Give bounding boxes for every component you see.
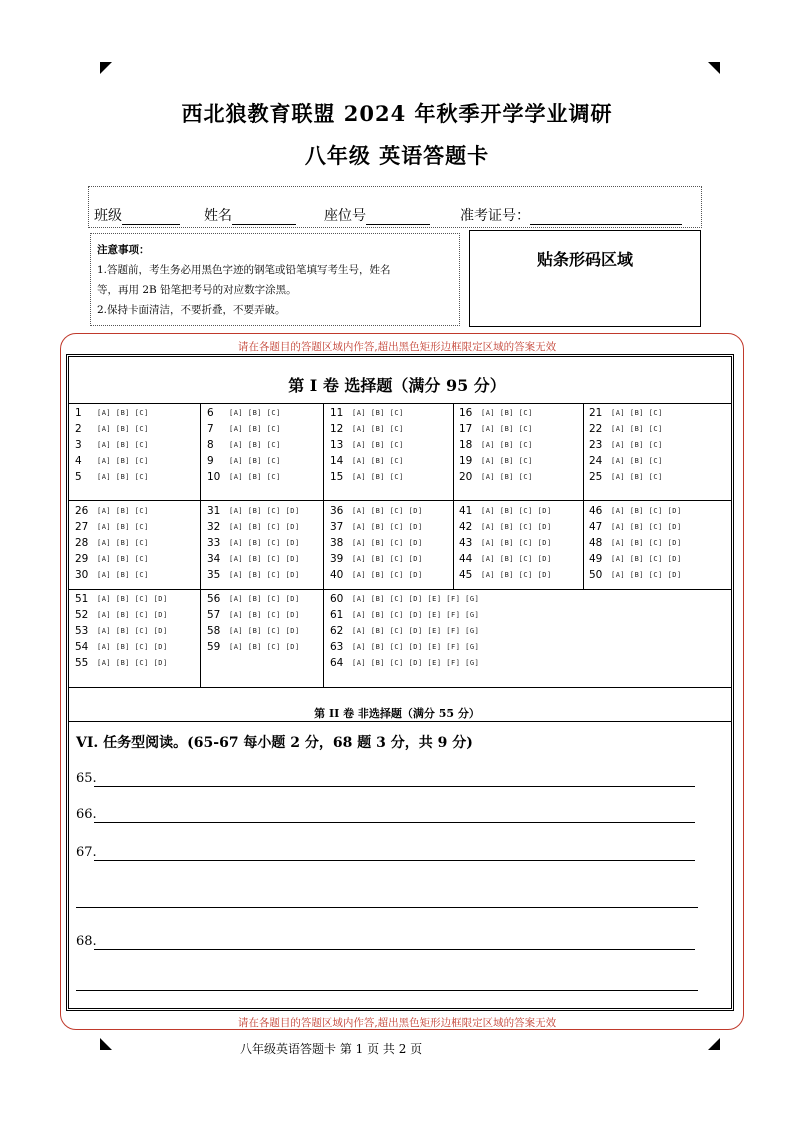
section1-title: 第 I 卷 选择题（满分 95 分） — [288, 376, 506, 395]
option-bubbles[interactable]: [A] [B] [C] — [97, 409, 149, 417]
question-number: 24 — [589, 455, 603, 467]
answer-65[interactable] — [76, 771, 97, 786]
question-number: 18 — [459, 439, 473, 451]
option-bubbles[interactable]: [A] [B] [C] [D] — [352, 523, 423, 531]
grid-line — [323, 589, 324, 687]
question-number: 45 — [459, 569, 473, 581]
grid-line — [583, 403, 584, 589]
option-bubbles[interactable]: [A] [B] [C] [D] — [352, 555, 423, 563]
question-24[interactable] — [589, 455, 663, 467]
question-number: 15 — [330, 471, 344, 483]
question-10[interactable] — [207, 471, 281, 483]
question-12[interactable] — [330, 423, 404, 435]
option-bubbles[interactable]: [A] [B] [C] — [229, 473, 281, 481]
question-number: 43 — [459, 537, 473, 549]
question-number: 49 — [589, 553, 603, 565]
question-number: 44 — [459, 553, 473, 565]
option-bubbles[interactable]: [A] [B] [C] — [611, 457, 663, 465]
answer-68-line-2[interactable] — [76, 990, 698, 991]
option-bubbles[interactable]: [A] [B] [C] [D] — [229, 507, 300, 515]
page-footer: 八年级英语答题卡 第 1 页 共 2 页 — [240, 1042, 423, 1056]
question-3[interactable] — [75, 439, 149, 451]
answer-67-line-2[interactable] — [76, 907, 698, 908]
option-bubbles[interactable]: [A] [B] [C] [D] — [97, 659, 168, 667]
question-40[interactable] — [330, 569, 423, 581]
corner-mark-bottom-left — [100, 1038, 112, 1050]
option-bubbles[interactable]: [A] [B] [C] — [481, 409, 533, 417]
option-bubbles[interactable]: [A] [B] [C] — [229, 457, 281, 465]
option-bubbles[interactable]: [A] [B] [C] [D] — [97, 595, 168, 603]
option-bubbles[interactable]: [A] [B] [C] — [481, 425, 533, 433]
question-number: 46 — [589, 505, 603, 517]
answer-66[interactable] — [76, 807, 97, 822]
option-bubbles[interactable]: [A] [B] [C] [D] — [97, 611, 168, 619]
question-number: 61 — [330, 609, 344, 621]
option-bubbles[interactable]: [A] [B] [C] [D] — [229, 595, 300, 603]
question-number: 20 — [459, 471, 473, 483]
seat-label: 座位号 — [324, 208, 366, 224]
answer-68-label: 68. — [76, 934, 97, 949]
option-bubbles[interactable]: [A] [B] [C] — [97, 425, 149, 433]
grid-line — [68, 500, 732, 501]
question-number: 3 — [75, 439, 82, 451]
question-61[interactable] — [330, 609, 479, 621]
question-number: 38 — [330, 537, 344, 549]
question-number: 59 — [207, 641, 221, 653]
question-32[interactable] — [207, 521, 300, 533]
question-number: 64 — [330, 657, 344, 669]
option-bubbles[interactable]: [A] [B] [C] [D] — [611, 539, 682, 547]
question-number: 54 — [75, 641, 89, 653]
question-number: 57 — [207, 609, 221, 621]
notice-line-1: 1.答题前，考生务必用黑色字迹的钢笔或铅笔填写考生号，姓名 — [97, 264, 391, 276]
warning-bottom: 请在各题目的答题区域内作答,超出黑色矩形边框限定区域的答案无效 — [237, 1017, 557, 1029]
question-15[interactable] — [330, 471, 404, 483]
question-41[interactable] — [459, 505, 552, 517]
answer-68[interactable] — [76, 934, 97, 949]
question-26[interactable] — [75, 505, 149, 517]
question-62[interactable] — [330, 625, 479, 637]
question-number: 48 — [589, 537, 603, 549]
question-63[interactable] — [330, 641, 479, 653]
question-53[interactable] — [75, 625, 168, 637]
option-bubbles[interactable]: [A] [B] [C] [D] [E] [F] [G] — [352, 627, 480, 635]
question-number: 28 — [75, 537, 89, 549]
question-9[interactable] — [207, 455, 281, 467]
grid-line — [68, 721, 732, 722]
question-52[interactable] — [75, 609, 168, 621]
question-33[interactable] — [207, 537, 300, 549]
task-reading-heading: VI. 任务型阅读。(65-67 每小题 2 分，68 题 3 分，共 9 分) — [76, 735, 473, 751]
grid-line — [453, 403, 454, 589]
notice-box — [90, 233, 460, 326]
option-bubbles[interactable]: [A] [B] [C] — [611, 425, 663, 433]
question-5[interactable] — [75, 471, 149, 483]
question-29[interactable] — [75, 553, 149, 565]
question-60[interactable] — [330, 593, 479, 605]
question-number: 47 — [589, 521, 603, 533]
question-18[interactable] — [459, 439, 533, 451]
question-11[interactable] — [330, 407, 404, 419]
question-56[interactable] — [207, 593, 300, 605]
question-number: 7 — [207, 423, 214, 435]
option-bubbles[interactable]: [A] [B] [C] — [352, 473, 404, 481]
grid-line — [200, 589, 201, 687]
option-bubbles[interactable]: [A] [B] [C] [D] — [229, 643, 300, 651]
question-number: 31 — [207, 505, 221, 517]
grid-line — [68, 403, 732, 404]
grid-line — [68, 589, 732, 590]
option-bubbles[interactable]: [A] [B] [C] — [481, 473, 533, 481]
answer-67-label: 67. — [76, 845, 97, 860]
question-number: 12 — [330, 423, 344, 435]
question-13[interactable] — [330, 439, 404, 451]
question-34[interactable] — [207, 553, 300, 565]
question-number: 51 — [75, 593, 89, 605]
question-21[interactable] — [589, 407, 663, 419]
question-number: 6 — [207, 407, 214, 419]
question-4[interactable] — [75, 455, 149, 467]
question-number: 5 — [75, 471, 82, 483]
option-bubbles[interactable]: [A] [B] [C] [D] [E] [F] [G] — [352, 643, 480, 651]
question-number: 62 — [330, 625, 344, 637]
question-42[interactable] — [459, 521, 552, 533]
question-47[interactable] — [589, 521, 682, 533]
question-16[interactable] — [459, 407, 533, 419]
barcode-area — [469, 230, 701, 327]
exam-number-field[interactable] — [460, 205, 682, 225]
option-bubbles[interactable]: [A] [B] [C] [D] — [352, 539, 423, 547]
option-bubbles[interactable]: [A] [B] [C] [D] — [97, 627, 168, 635]
corner-mark-bottom-right — [708, 1038, 720, 1050]
question-number: 40 — [330, 569, 344, 581]
question-55[interactable] — [75, 657, 168, 669]
answer-box-inner — [68, 356, 732, 1009]
question-number: 58 — [207, 625, 221, 637]
question-number: 63 — [330, 641, 344, 653]
option-bubbles[interactable]: [A] [B] [C] [D] — [229, 571, 300, 579]
question-number: 14 — [330, 455, 344, 467]
question-number: 23 — [589, 439, 603, 451]
option-bubbles[interactable]: [A] [B] [C] [D] — [481, 571, 552, 579]
question-number: 56 — [207, 593, 221, 605]
question-48[interactable] — [589, 537, 682, 549]
question-64[interactable] — [330, 657, 479, 669]
question-number: 41 — [459, 505, 473, 517]
question-number: 4 — [75, 455, 82, 467]
question-51[interactable] — [75, 593, 168, 605]
option-bubbles[interactable]: [A] [B] [C] — [97, 555, 149, 563]
question-number: 19 — [459, 455, 473, 467]
exam-number-label: 准考证号： — [460, 208, 530, 224]
question-23[interactable] — [589, 439, 663, 451]
option-bubbles[interactable]: [A] [B] [C] — [97, 441, 149, 449]
question-49[interactable] — [589, 553, 682, 565]
question-number: 32 — [207, 521, 221, 533]
option-bubbles[interactable]: [A] [B] [C] [D] — [229, 555, 300, 563]
question-57[interactable] — [207, 609, 300, 621]
grid-line — [68, 687, 732, 688]
option-bubbles[interactable]: [A] [B] [C] [D] — [611, 555, 682, 563]
question-number: 39 — [330, 553, 344, 565]
question-25[interactable] — [589, 471, 663, 483]
question-number: 26 — [75, 505, 89, 517]
option-bubbles[interactable]: [A] [B] [C] — [229, 425, 281, 433]
question-38[interactable] — [330, 537, 423, 549]
answer-65-label: 65. — [76, 771, 97, 786]
option-bubbles[interactable]: [A] [B] [C] — [352, 457, 404, 465]
option-bubbles[interactable]: [A] [B] [C] — [97, 571, 149, 579]
name-field[interactable] — [204, 205, 296, 225]
question-35[interactable] — [207, 569, 300, 581]
option-bubbles[interactable]: [A] [B] [C] — [611, 441, 663, 449]
notice-line-3: 2.保持卡面清洁，不要折叠，不要弄破。 — [97, 304, 286, 316]
question-2[interactable] — [75, 423, 149, 435]
class-field[interactable] — [94, 205, 180, 225]
question-number: 9 — [207, 455, 214, 467]
question-number: 11 — [330, 407, 344, 419]
answer-67[interactable] — [76, 845, 97, 860]
question-number: 29 — [75, 553, 89, 565]
option-bubbles[interactable]: [A] [B] [C] — [352, 409, 404, 417]
option-bubbles[interactable]: [A] [B] [C] [D] — [481, 555, 552, 563]
question-39[interactable] — [330, 553, 423, 565]
question-17[interactable] — [459, 423, 533, 435]
question-27[interactable] — [75, 521, 149, 533]
option-bubbles[interactable]: [A] [B] [C] [D] — [611, 523, 682, 531]
option-bubbles[interactable]: [A] [B] [C] — [352, 441, 404, 449]
option-bubbles[interactable]: [A] [B] [C] [D] — [229, 523, 300, 531]
option-bubbles[interactable]: [A] [B] [C] [D] — [229, 611, 300, 619]
question-28[interactable] — [75, 537, 149, 549]
question-number: 52 — [75, 609, 89, 621]
question-number: 21 — [589, 407, 603, 419]
question-1[interactable] — [75, 407, 149, 419]
page-subtitle: 八年级 英语答题卡 — [304, 143, 490, 168]
option-bubbles[interactable]: [A] [B] [C] [D] [E] [F] [G] — [352, 595, 480, 603]
question-number: 53 — [75, 625, 89, 637]
option-bubbles[interactable]: [A] [B] [C] — [481, 457, 533, 465]
question-37[interactable] — [330, 521, 423, 533]
question-22[interactable] — [589, 423, 663, 435]
question-44[interactable] — [459, 553, 552, 565]
option-bubbles[interactable]: [A] [B] [C] [D] [E] [F] [G] — [352, 611, 480, 619]
question-number: 33 — [207, 537, 221, 549]
question-59[interactable] — [207, 641, 300, 653]
option-bubbles[interactable]: [A] [B] [C] — [97, 523, 149, 531]
page-title: 西北狼教育联盟 2024 年秋季开学学业调研 — [181, 101, 613, 126]
question-number: 50 — [589, 569, 603, 581]
option-bubbles[interactable]: [A] [B] [C] — [352, 425, 404, 433]
option-bubbles[interactable]: [A] [B] [C] [D] — [481, 507, 552, 515]
warning-top: 请在各题目的答题区域内作答,超出黑色矩形边框限定区域的答案无效 — [237, 341, 557, 353]
option-bubbles[interactable]: [A] [B] [C] — [97, 473, 149, 481]
question-number: 34 — [207, 553, 221, 565]
option-bubbles[interactable]: [A] [B] [C] — [97, 539, 149, 547]
option-bubbles[interactable]: [A] [B] [C] [D] — [481, 539, 552, 547]
notice-title: 注意事项： — [97, 244, 150, 256]
question-20[interactable] — [459, 471, 533, 483]
question-number: 13 — [330, 439, 344, 451]
question-number: 16 — [459, 407, 473, 419]
corner-mark-top-left — [100, 62, 112, 74]
option-bubbles[interactable]: [A] [B] [C] [D] — [229, 539, 300, 547]
question-6[interactable] — [207, 407, 281, 419]
option-bubbles[interactable]: [A] [B] [C] [D] — [352, 507, 423, 515]
option-bubbles[interactable]: [A] [B] [C] — [481, 441, 533, 449]
question-number: 22 — [589, 423, 603, 435]
question-number: 30 — [75, 569, 89, 581]
notice-line-2: 等，再用 2B 铅笔把考号的对应数字涂黑。 — [97, 284, 297, 296]
question-31[interactable] — [207, 505, 300, 517]
class-label: 班级 — [94, 208, 122, 224]
option-bubbles[interactable]: [A] [B] [C] [D] — [611, 571, 682, 579]
question-number: 8 — [207, 439, 214, 451]
question-46[interactable] — [589, 505, 682, 517]
question-14[interactable] — [330, 455, 404, 467]
question-number: 36 — [330, 505, 344, 517]
question-30[interactable] — [75, 569, 149, 581]
question-36[interactable] — [330, 505, 423, 517]
section2-title: 第 II 卷 非选择题（满分 55 分） — [314, 707, 480, 720]
option-bubbles[interactable]: [A] [B] [C] [D] — [229, 627, 300, 635]
question-number: 60 — [330, 593, 344, 605]
question-54[interactable] — [75, 641, 168, 653]
question-number: 1 — [75, 407, 82, 419]
question-19[interactable] — [459, 455, 533, 467]
option-bubbles[interactable]: [A] [B] [C] [D] [E] [F] [G] — [352, 659, 480, 667]
question-58[interactable] — [207, 625, 300, 637]
question-number: 25 — [589, 471, 603, 483]
barcode-label: 贴条形码区域 — [536, 250, 633, 269]
option-bubbles[interactable]: [A] [B] [C] — [229, 409, 281, 417]
answer-66-label: 66. — [76, 807, 97, 822]
grid-line — [200, 403, 201, 589]
question-7[interactable] — [207, 423, 281, 435]
option-bubbles[interactable]: [A] [B] [C] — [229, 441, 281, 449]
question-45[interactable] — [459, 569, 552, 581]
option-bubbles[interactable]: [A] [B] [C] [D] — [352, 571, 423, 579]
corner-mark-top-right — [708, 62, 720, 74]
question-50[interactable] — [589, 569, 682, 581]
option-bubbles[interactable]: [A] [B] [C] [D] — [611, 507, 682, 515]
question-number: 27 — [75, 521, 89, 533]
question-43[interactable] — [459, 537, 552, 549]
option-bubbles[interactable]: [A] [B] [C] — [611, 473, 663, 481]
question-number: 17 — [459, 423, 473, 435]
question-number: 42 — [459, 521, 473, 533]
option-bubbles[interactable]: [A] [B] [C] — [97, 457, 149, 465]
question-number: 10 — [207, 471, 221, 483]
question-number: 35 — [207, 569, 221, 581]
question-number: 37 — [330, 521, 344, 533]
option-bubbles[interactable]: [A] [B] [C] — [611, 409, 663, 417]
question-8[interactable] — [207, 439, 281, 451]
question-number: 55 — [75, 657, 89, 669]
option-bubbles[interactable]: [A] [B] [C] [D] — [97, 643, 168, 651]
question-number: 2 — [75, 423, 82, 435]
name-label: 姓名 — [204, 208, 232, 224]
seat-field[interactable] — [324, 205, 430, 225]
option-bubbles[interactable]: [A] [B] [C] [D] — [481, 523, 552, 531]
option-bubbles[interactable]: [A] [B] [C] — [97, 507, 149, 515]
grid-line — [323, 403, 324, 589]
